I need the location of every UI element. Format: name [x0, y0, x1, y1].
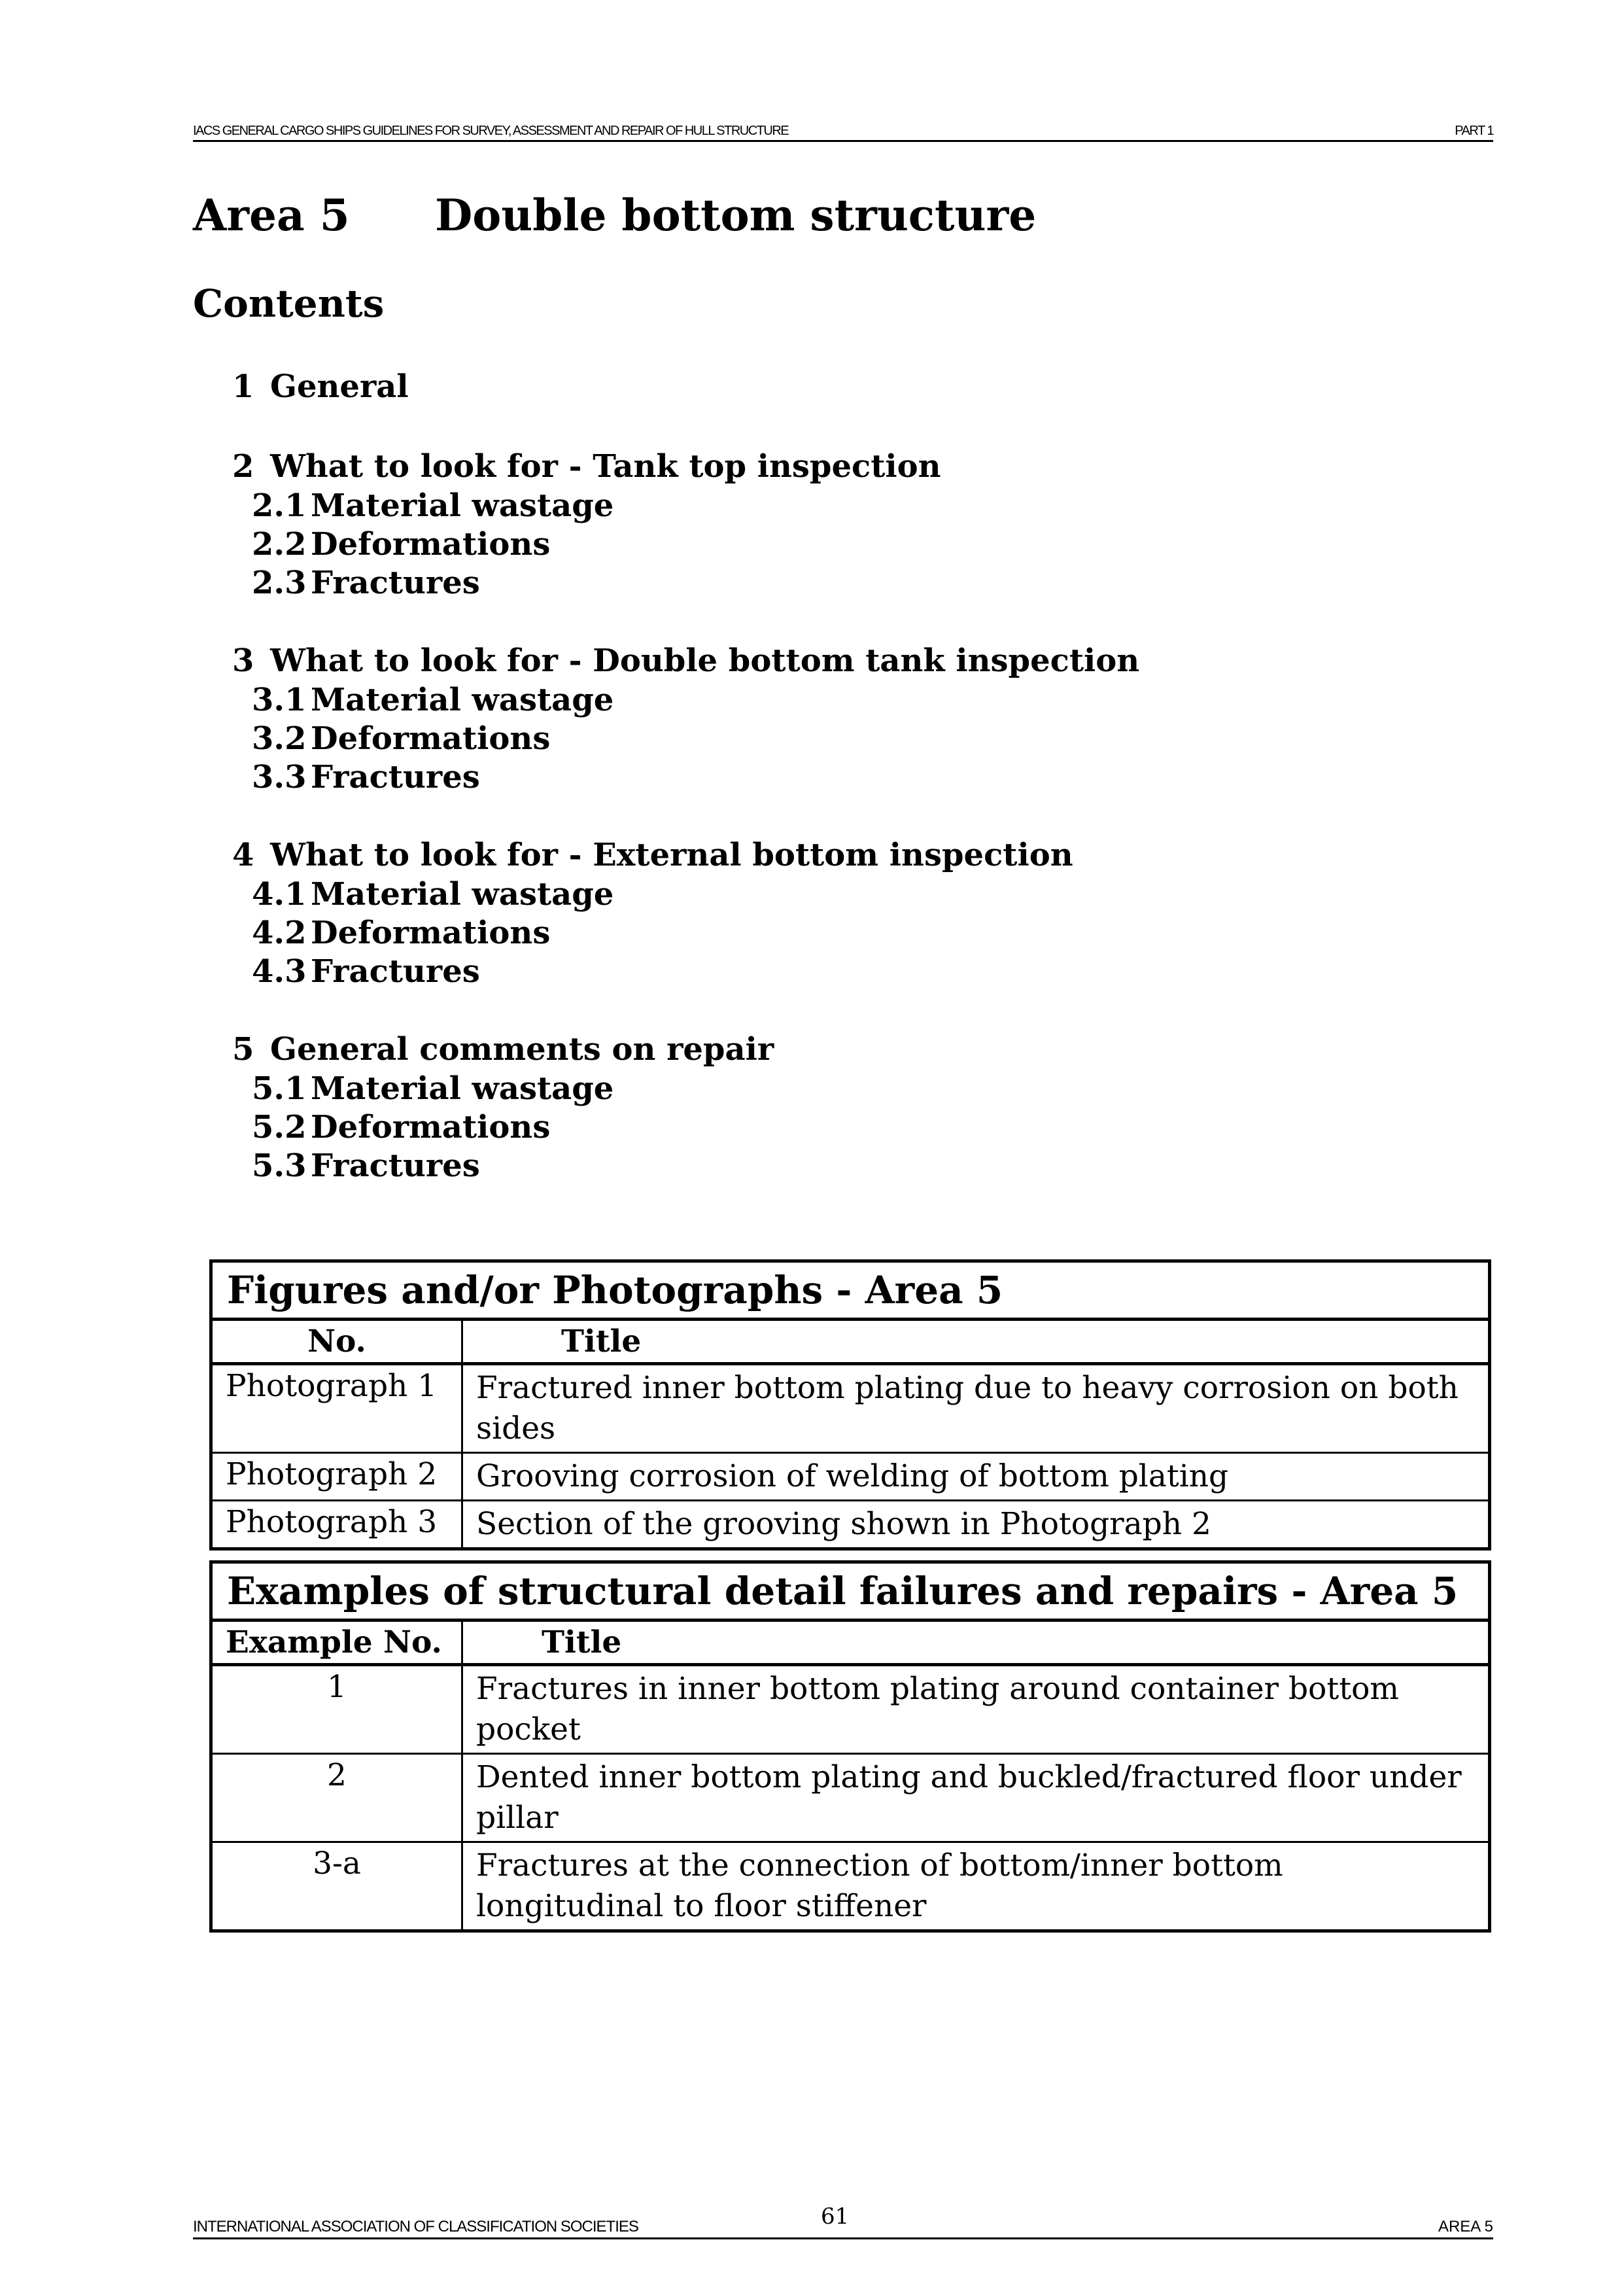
toc-subsection-number: 4.2 [252, 915, 307, 951]
toc-subsection-label: Material wastage [311, 682, 614, 718]
toc-subsection-number: 5.1 [252, 1070, 307, 1107]
toc-subsection-label: Deformations [311, 915, 551, 951]
toc-subsection-number: 4.3 [252, 953, 307, 990]
toc-section-label: What to look for - Tank top inspection [270, 448, 941, 485]
header-document-title: IACS GENERAL CARGO SHIPS GUIDELINES FOR SURVEY, ASSESSMENT AND REPAIR OF HULL STRUCTURE [193, 124, 789, 138]
toc-section-label: General comments on repair [270, 1031, 774, 1068]
toc-subsection-label: Material wastage [311, 487, 614, 524]
toc-subsection-number: 2.3 [252, 565, 307, 601]
toc-subsection-number: 5.3 [252, 1148, 307, 1184]
toc-section-number: 5 [232, 1031, 254, 1068]
figure-number: Photograph 2 [211, 1453, 462, 1501]
table-row [211, 1364, 1490, 1453]
example-title: Fractures in inner bottom plating around container bottom pocket [462, 1665, 1490, 1754]
toc-subsection-number: 4.1 [252, 876, 307, 913]
table-row [211, 1501, 1490, 1549]
example-title: Dented inner bottom plating and buckled/fractured floor under pillar [462, 1754, 1490, 1842]
table-row [211, 1842, 1490, 1931]
toc-section-number: 2 [232, 448, 254, 485]
running-header [193, 120, 1493, 142]
page-number: 61 [821, 2203, 850, 2230]
figures-col-title: Title [462, 1320, 1490, 1364]
toc-subsection-number: 3.1 [252, 682, 307, 718]
toc-subsection-label: Fractures [311, 1148, 480, 1184]
toc-section-label: What to look for - External bottom inspection [270, 837, 1073, 873]
example-title: Fractures at the connection of bottom/inner bottom longitudinal to floor stiffener [462, 1842, 1490, 1931]
toc-section [232, 640, 1139, 797]
toc-subsection-number: 2.2 [252, 526, 307, 563]
toc-subsection-label: Material wastage [311, 876, 614, 913]
toc-subsection-label: Deformations [311, 526, 551, 563]
examples-table-caption: Examples of structural detail failures and repairs - Area 5 [211, 1562, 1490, 1621]
figure-title: Section of the grooving shown in Photograph 2 [462, 1501, 1490, 1549]
figure-title: Fractured inner bottom plating due to heavy corrosion on both sides [462, 1364, 1490, 1453]
toc-section [232, 835, 1139, 991]
figures-col-no: No. [211, 1320, 462, 1364]
table-row [211, 1665, 1490, 1754]
toc-section-number: 4 [232, 837, 254, 873]
footer-area-label: AREA 5 [1438, 2218, 1493, 2235]
figures-table-caption: Figures and/or Photographs - Area 5 [211, 1261, 1490, 1320]
table-row [211, 1453, 1490, 1501]
area-name: Double bottom structure [435, 190, 1037, 241]
toc-section [232, 366, 1139, 407]
toc-section-number: 3 [232, 642, 254, 679]
toc-subsection-label: Deformations [311, 1109, 551, 1146]
toc-subsection-label: Material wastage [311, 1070, 614, 1107]
figure-number: Photograph 3 [211, 1501, 462, 1549]
toc-subsection-number: 3.3 [252, 759, 307, 796]
header-part-label: PART 1 [1455, 124, 1493, 138]
examples-table [209, 1560, 1491, 1933]
toc-section-number: 1 [232, 368, 254, 405]
toc-subsection-label: Fractures [311, 565, 480, 601]
area-number: Area 5 [193, 190, 350, 241]
toc-section-label: General [270, 368, 409, 405]
figures-photographs-table [209, 1259, 1491, 1550]
example-number: 1 [211, 1665, 462, 1754]
example-number: 3-a [211, 1842, 462, 1931]
toc-subsection-label: Deformations [311, 720, 551, 757]
examples-col-no: Example No. [211, 1621, 462, 1665]
examples-col-title: Title [462, 1621, 1490, 1665]
example-number: 2 [211, 1754, 462, 1842]
toc-subsection-number: 5.2 [252, 1109, 307, 1146]
toc-subsection-number: 2.1 [252, 487, 307, 524]
table-row [211, 1754, 1490, 1842]
toc-section [232, 446, 1139, 603]
toc-section [232, 1029, 1139, 1185]
table-of-contents [232, 366, 1139, 1223]
figure-number: Photograph 1 [211, 1364, 462, 1453]
toc-subsection-label: Fractures [311, 953, 480, 990]
area-title [193, 190, 1036, 241]
running-footer [193, 2203, 1493, 2239]
toc-section-label: What to look for - Double bottom tank inspection [270, 642, 1140, 679]
footer-organization: INTERNATIONAL ASSOCIATION OF CLASSIFICATION SOCIETIES [193, 2218, 638, 2235]
toc-subsection-label: Fractures [311, 759, 480, 796]
toc-subsection-number: 3.2 [252, 720, 307, 757]
contents-heading: Contents [193, 281, 385, 326]
figure-title: Grooving corrosion of welding of bottom plating [462, 1453, 1490, 1501]
